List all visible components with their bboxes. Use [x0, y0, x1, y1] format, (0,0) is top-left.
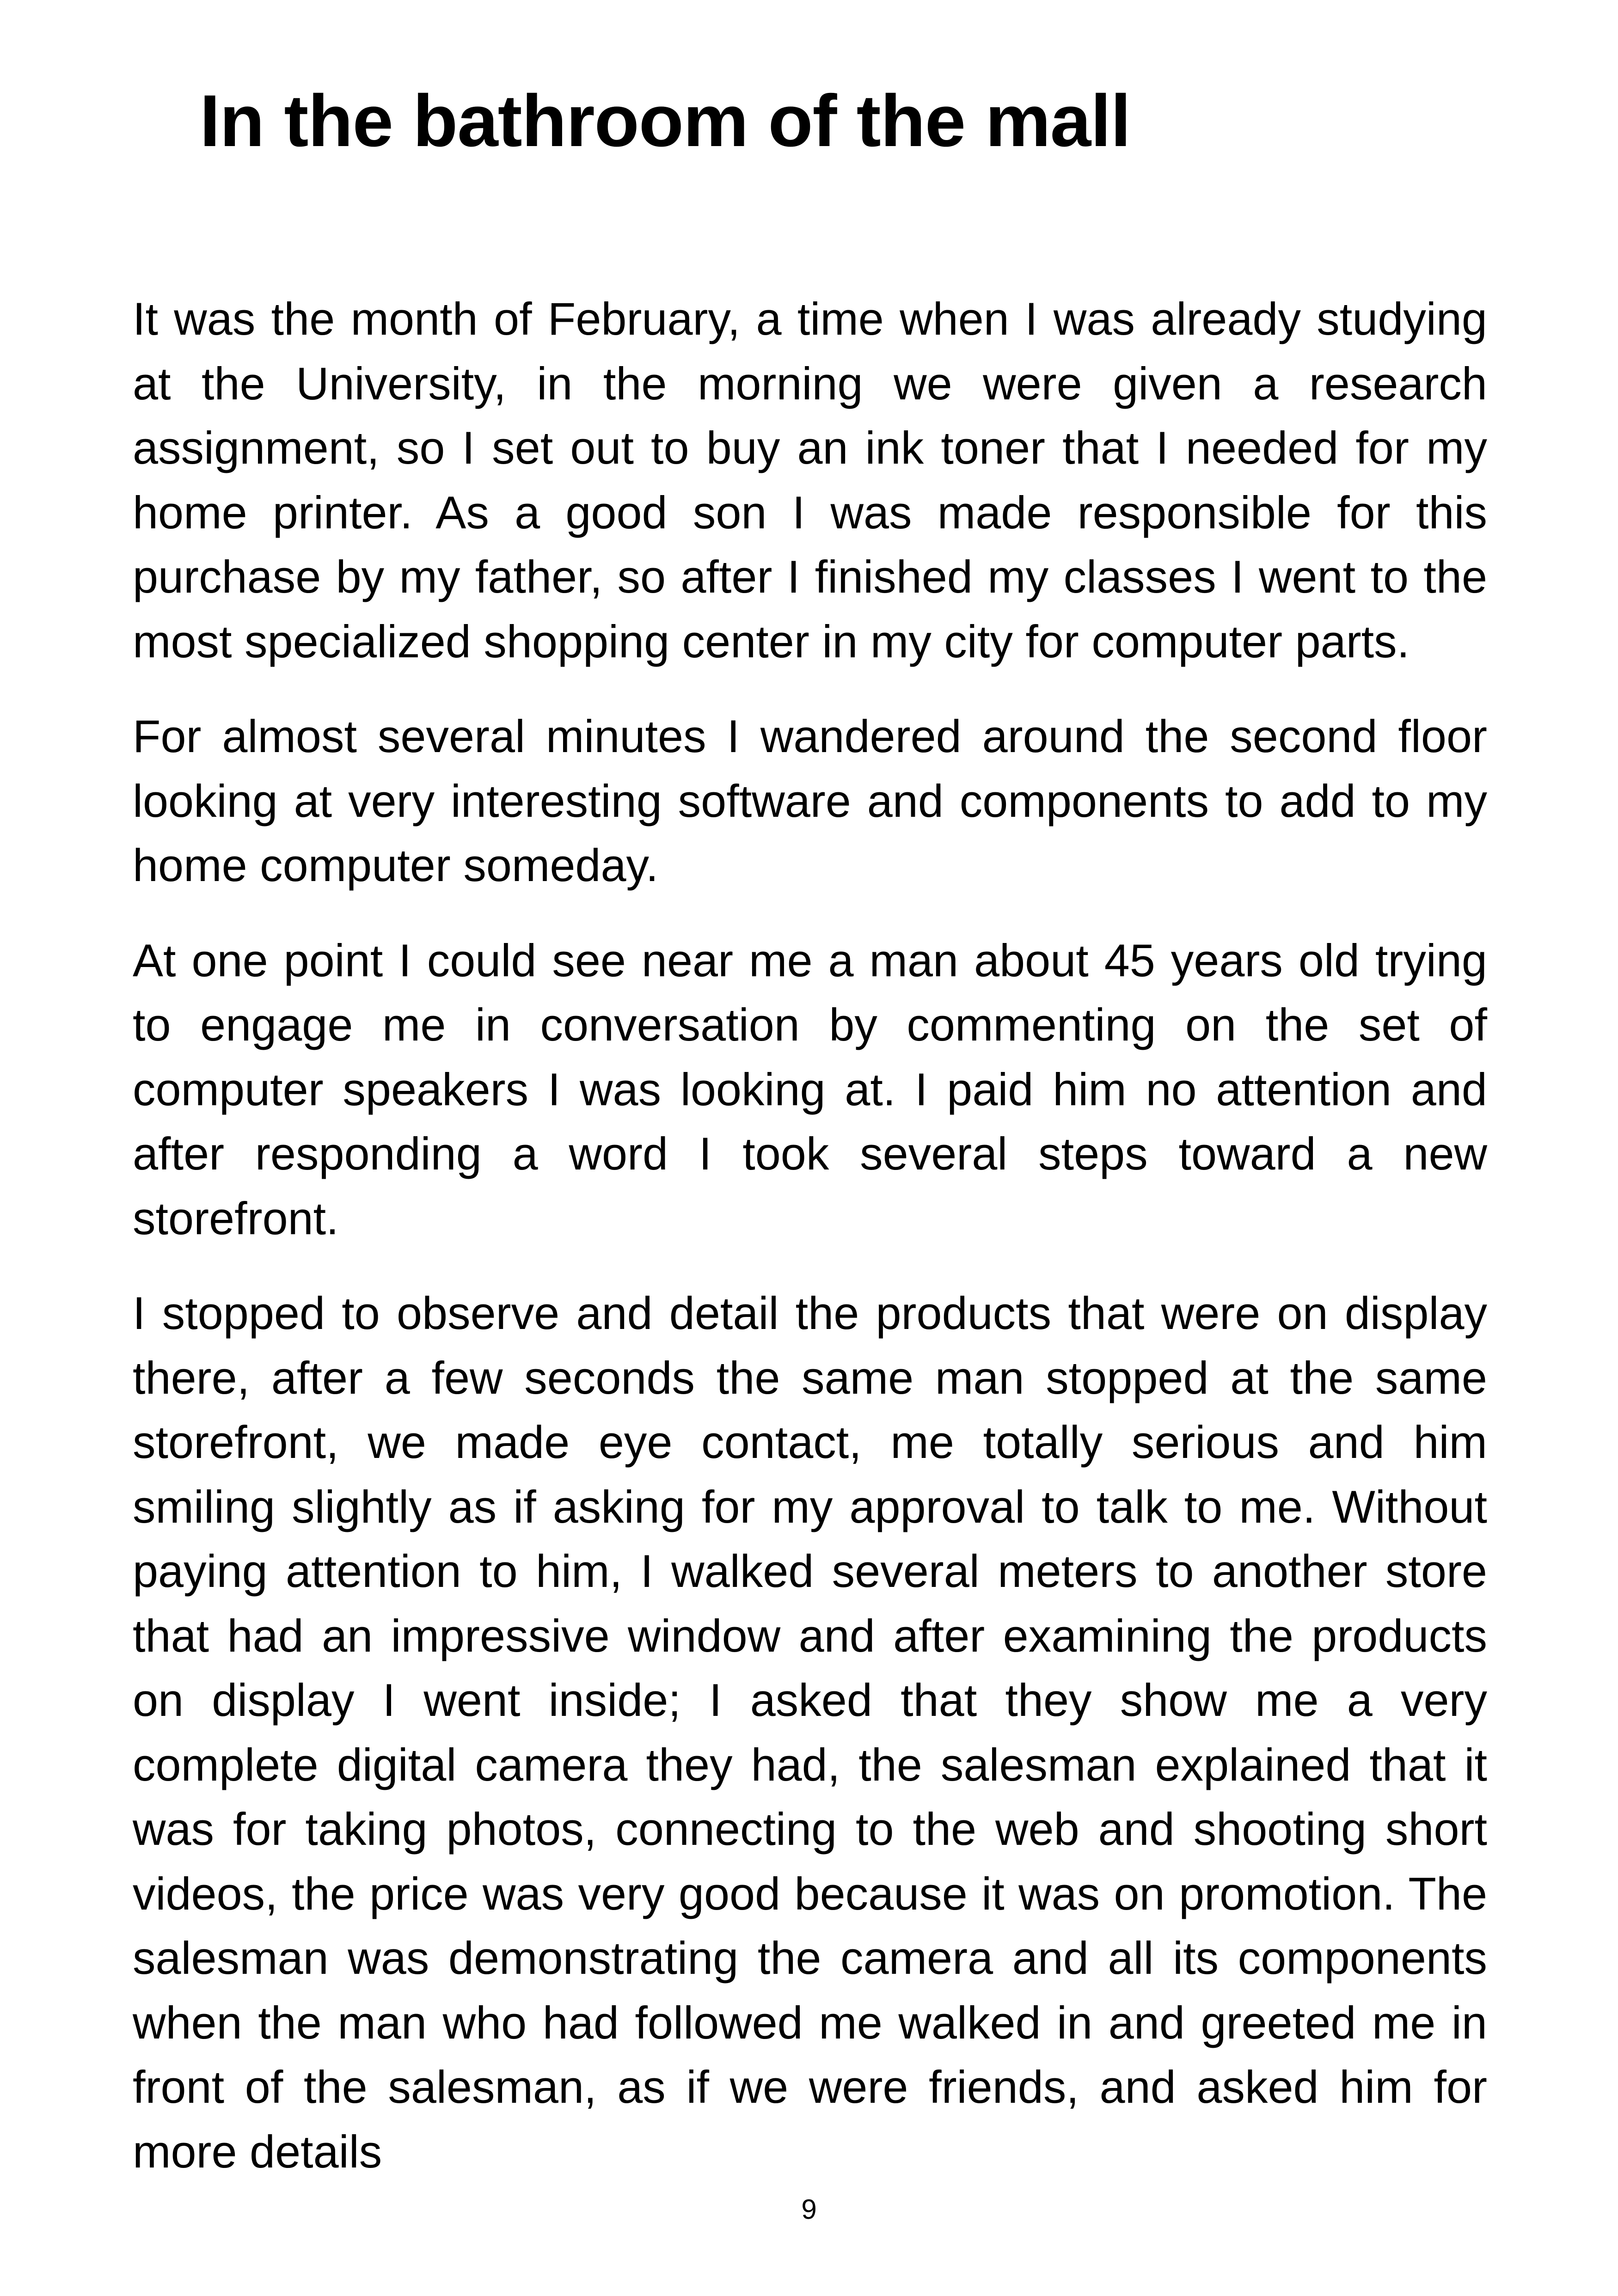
paragraph-1: It was the month of February, a time when I was already studying at the University, in the morning we were given a research assignment, so I set out to buy an ink toner that I needed for my home printer. As a good son I was made responsible for this purchase by my father, so after I finished my classes I went to the most specialized shopping center in my city for computer parts. — [133, 293, 1487, 667]
paragraph-2: For almost several minutes I wandered around the second floor looking at very interesting software and components to add to my home computer someday. — [133, 710, 1487, 891]
paragraph-3: At one point I could see near me a man about 45 years old trying to engage me in conversation by commenting on the set of computer speakers I was looking at. I paid him no attention and after responding a word I took several steps toward a new storefront. — [133, 934, 1487, 1244]
body-text — [133, 287, 1487, 2214]
paragraph-4: I stopped to observe and detail the products that were on display there, after a few seconds the same man stopped at the same storefront, we made eye contact, me totally serious and him smiling slightly as if asking for my approval to talk to me. Without paying attention to him, I walked several meters to another store that had an impressive window and after examining the products on display I went inside; I asked that they show me a very complete digital camera they had, the salesman explained that it was for taking photos, connecting to the web and shooting short videos, the price was very good because it was on promotion. The salesman was demonstrating the camera and all its components when the man who had followed me walked in and greeted me in front of the salesman, as if we were friends, and asked him for more details — [133, 1287, 1487, 2177]
page-number: 9 — [801, 2194, 817, 2225]
page-title: In the bathroom of the mall — [200, 80, 1131, 162]
